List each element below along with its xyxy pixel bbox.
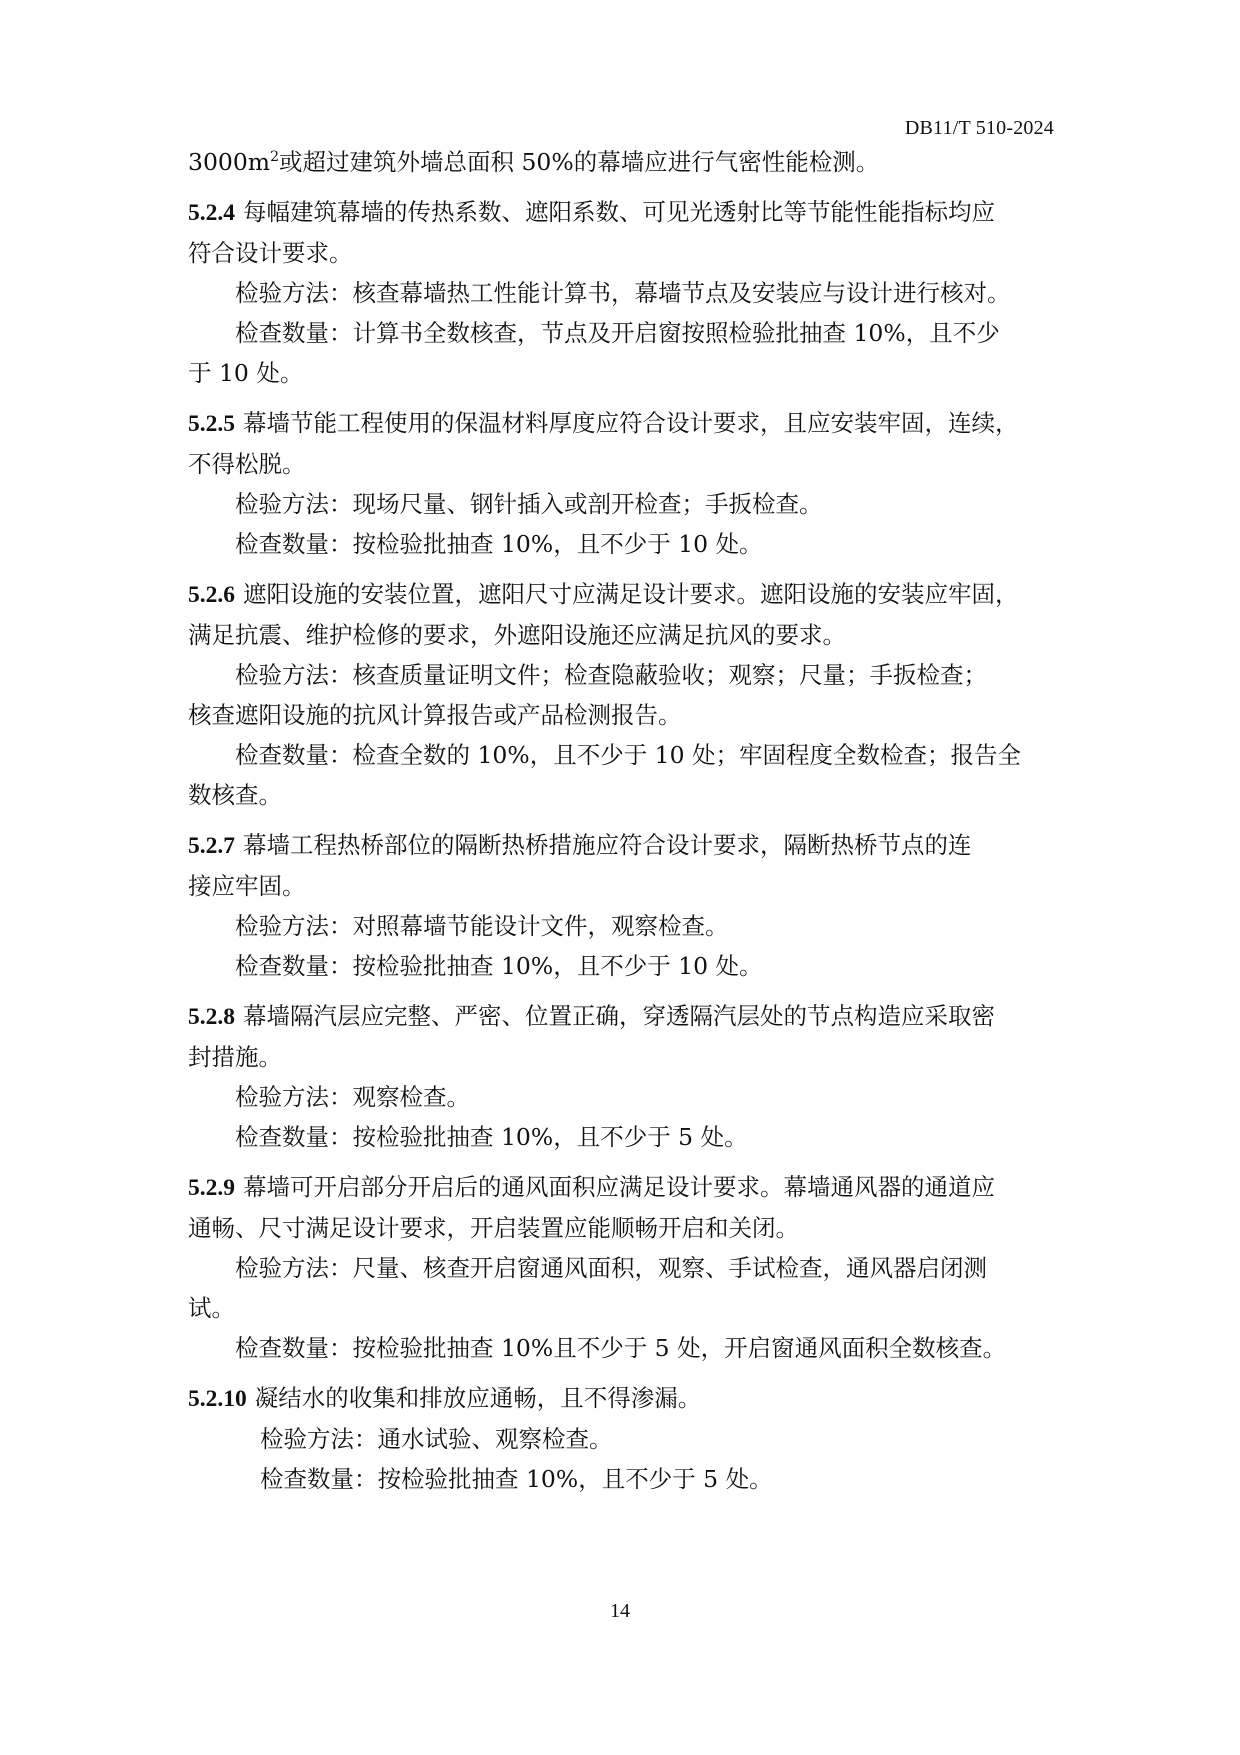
inspection-quantity: 检查数量：按检验批抽查 10%，且不少于 5 处。	[260, 1465, 773, 1493]
clause-text-continued: 不得松脱。	[188, 450, 306, 478]
inspection-method: 检验方法：核查质量证明文件；检查隐蔽验收；观察；尺量；手扳检查；	[235, 661, 987, 689]
clause-number: 5.2.4	[188, 200, 235, 226]
lead-superscript: 2	[270, 149, 280, 166]
clause-text-continued: 通畅、尺寸满足设计要求，开启装置应能顺畅开启和关闭。	[188, 1214, 799, 1242]
clause-text: 幕墙可开启部分开启后的通风面积应满足设计要求。幕墙通风器的通道应	[243, 1173, 995, 1201]
inspection-quantity: 检查数量：按检验批抽查 10%且不少于 5 处，开启窗通风面积全数核查。	[235, 1334, 1007, 1362]
inspection-method: 检验方法：尺量、核查开启窗通风面积，观察、手试检查，通风器启闭测	[235, 1254, 987, 1282]
clause-number: 5.2.9	[188, 1175, 235, 1201]
clause-text: 遮阳设施的安装位置，遮阳尺寸应满足设计要求。遮阳设施的安装应牢固，	[243, 580, 1019, 608]
clause-text: 幕墙隔汽层应完整、严密、位置正确，穿透隔汽层处的节点构造应采取密	[243, 1002, 995, 1030]
inspection-quantity-continued: 于 10 处。	[188, 359, 304, 387]
clause-text: 幕墙节能工程使用的保温材料厚度应符合设计要求，且应安装牢固，连续，	[243, 409, 1019, 437]
inspection-method: 检验方法：通水试验、观察检查。	[260, 1425, 613, 1453]
inspection-quantity: 检查数量：计算书全数核查，节点及开启窗按照检验批抽查 10%，且不少	[235, 319, 1000, 347]
page-number: 14	[610, 1600, 630, 1622]
clause-heading	[188, 192, 1056, 233]
lead-paragraph	[188, 142, 1056, 182]
clause-text: 每幅建筑幕墙的传热系数、遮阳系数、可见光透射比等节能性能指标均应	[243, 198, 995, 226]
clause-heading	[188, 1167, 1056, 1208]
clause-text-continued: 符合设计要求。	[188, 239, 353, 267]
document-body	[188, 142, 1056, 1499]
clause-heading	[188, 574, 1056, 615]
document-code: DB11/T 510-2024	[904, 117, 1054, 139]
inspection-quantity: 检查数量：按检验批抽查 10%，且不少于 10 处。	[235, 530, 763, 558]
inspection-quantity-continued: 数核查。	[188, 781, 282, 809]
clause-5-2-9	[188, 1167, 1056, 1368]
clause-number: 5.2.5	[188, 411, 235, 437]
lead-text: 或超过建筑外墙总面积 50%的幕墙应进行气密性能检测。	[279, 148, 880, 176]
clause-text-continued: 满足抗震、维护检修的要求，外遮阳设施还应满足抗风的要求。	[188, 621, 846, 649]
clause-heading	[188, 1378, 1056, 1419]
inspection-method-continued: 核查遮阳设施的抗风计算报告或产品检测报告。	[188, 701, 682, 729]
inspection-quantity: 检查数量：按检验批抽查 10%，且不少于 10 处。	[235, 952, 763, 980]
inspection-method: 检验方法：对照幕墙节能设计文件，观察检查。	[235, 912, 729, 940]
clause-number: 5.2.8	[188, 1004, 235, 1030]
clause-5-2-5	[188, 403, 1056, 564]
clause-number: 5.2.7	[188, 833, 235, 859]
inspection-method: 检验方法：观察检查。	[235, 1083, 470, 1111]
clause-number: 5.2.10	[188, 1386, 247, 1412]
clause-text: 幕墙工程热桥部位的隔断热桥措施应符合设计要求，隔断热桥节点的连	[243, 831, 972, 859]
inspection-method: 检验方法：核查幕墙热工性能计算书，幕墙节点及安装应与设计进行核对。	[235, 279, 1011, 307]
lead-prefix: 3000m	[188, 148, 271, 176]
inspection-quantity: 检查数量：按检验批抽查 10%，且不少于 5 处。	[235, 1123, 748, 1151]
inspection-method: 检验方法：现场尺量、钢针插入或剖开检查；手扳检查。	[235, 490, 823, 518]
clause-5-2-4	[188, 192, 1056, 393]
clause-5-2-7	[188, 825, 1056, 986]
inspection-quantity: 检查数量：检查全数的 10%，且不少于 10 处；牢固程度全数检查；报告全	[235, 741, 1022, 769]
clause-number: 5.2.6	[188, 582, 235, 608]
clause-5-2-8	[188, 996, 1056, 1157]
clause-text-continued: 接应牢固。	[188, 872, 306, 900]
clause-heading	[188, 996, 1056, 1037]
clause-text: 凝结水的收集和排放应通畅，且不得渗漏。	[254, 1384, 702, 1412]
clause-heading	[188, 825, 1056, 866]
clause-text-continued: 封措施。	[188, 1043, 282, 1071]
clause-heading	[188, 403, 1056, 444]
clause-5-2-6	[188, 574, 1056, 815]
inspection-method-continued: 试。	[188, 1294, 235, 1322]
clause-5-2-10	[188, 1378, 1056, 1499]
